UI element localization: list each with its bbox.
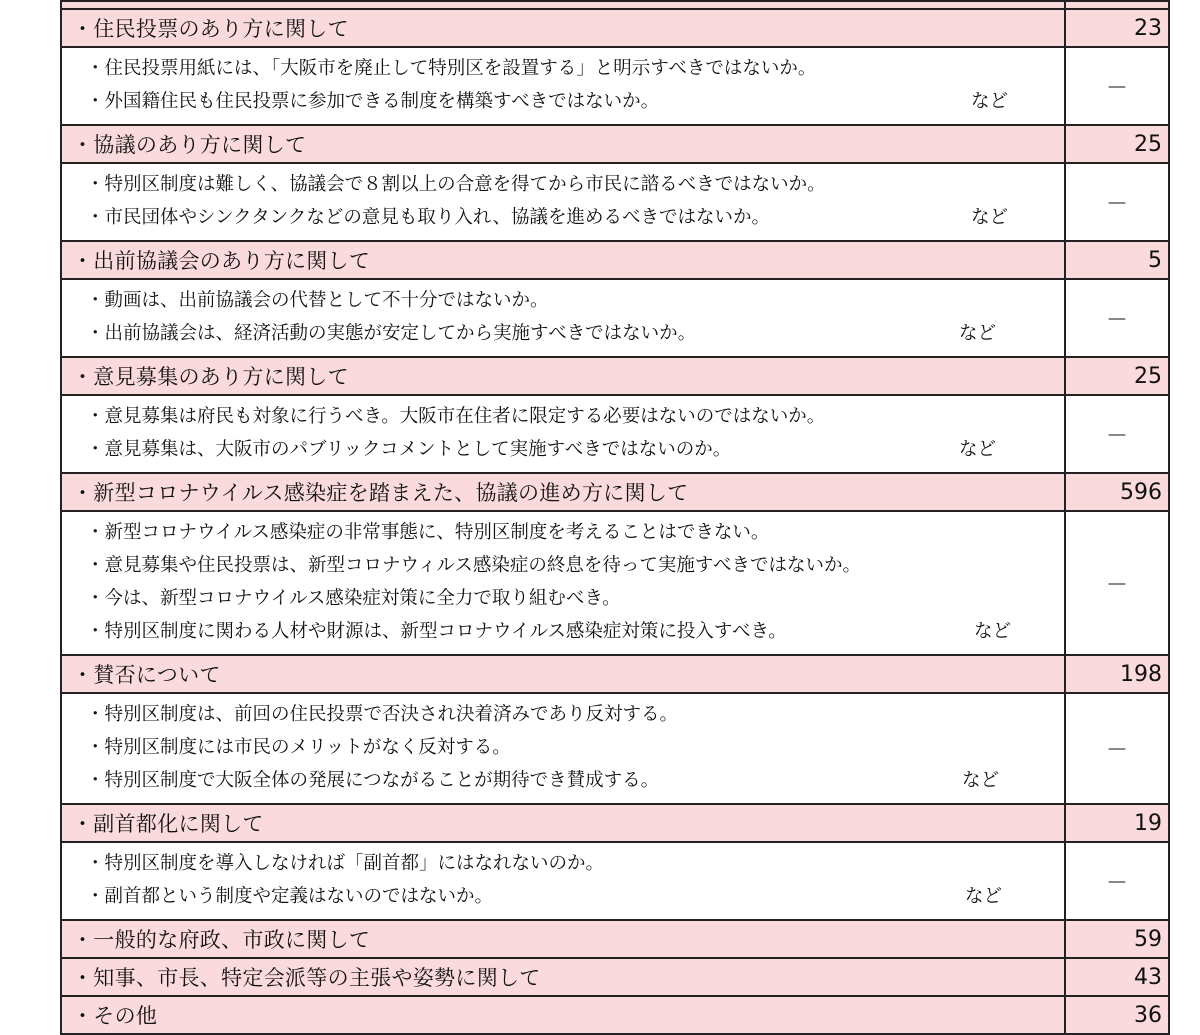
- section-title: ・一般的な府政、市政に関して: [61, 920, 1065, 958]
- detail-text: ・特別区制度を導入しなければ「副首都」にはなれないのか。: [86, 853, 605, 874]
- section-title: ・賛否について: [61, 655, 1065, 693]
- detail-list: [61, 279, 1065, 357]
- detail-row: [61, 842, 1169, 920]
- section-row: [61, 996, 1169, 1034]
- detail-text: ・今は、新型コロナウイルス感染症対策に全力で取り組むべき。: [86, 588, 621, 609]
- detail-row: [61, 163, 1169, 241]
- dash-cell: －: [1065, 842, 1169, 920]
- detail-text: ・意見募集は、大阪市のパブリックコメントとして実施すべきではないのか。: [86, 439, 732, 460]
- section-count: 5: [1065, 241, 1169, 279]
- top-strip-left: [61, 1, 1065, 9]
- etc-suffix: など: [962, 770, 1000, 791]
- section-row: [61, 473, 1169, 511]
- detail-line: [86, 433, 1064, 466]
- dash-cell: －: [1065, 163, 1169, 241]
- detail-line: [86, 168, 1064, 201]
- dash-cell: －: [1065, 279, 1169, 357]
- detail-line: [86, 52, 1064, 85]
- section-row: [61, 125, 1169, 163]
- section-row: [61, 958, 1169, 996]
- etc-suffix: など: [974, 621, 1012, 642]
- detail-text: ・新型コロナウイルス感染症の非常事態に、特別区制度を考えることはできない。: [86, 522, 770, 543]
- detail-line: [86, 201, 1064, 234]
- top-strip-right: [1065, 1, 1169, 9]
- section-count: 25: [1065, 357, 1169, 395]
- section-count: 23: [1065, 9, 1169, 47]
- section-title: ・協議のあり方に関して: [61, 125, 1065, 163]
- detail-line: [86, 85, 1064, 118]
- detail-row: [61, 395, 1169, 473]
- section-title: ・知事、市長、特定会派等の主張や姿勢に関して: [61, 958, 1065, 996]
- detail-line: [86, 698, 1064, 731]
- detail-line: [86, 400, 1064, 433]
- etc-suffix: など: [965, 886, 1003, 907]
- section-count: 19: [1065, 804, 1169, 842]
- section-count: 596: [1065, 473, 1169, 511]
- detail-row: [61, 693, 1169, 804]
- detail-row: [61, 47, 1169, 125]
- detail-line: [86, 615, 1064, 648]
- section-count: 36: [1065, 996, 1169, 1034]
- detail-line: [86, 516, 1064, 549]
- section-title: ・その他: [61, 996, 1065, 1034]
- section-count: 43: [1065, 958, 1169, 996]
- dash-cell: －: [1065, 511, 1169, 655]
- detail-list: [61, 511, 1065, 655]
- section-row: [61, 804, 1169, 842]
- detail-text: ・特別区制度で大阪全体の発展につながることが期待でき賛成する。: [86, 770, 660, 791]
- detail-text: ・外国籍住民も住民投票に参加できる制度を構築すべきではないか。: [86, 91, 660, 112]
- dash-cell: －: [1065, 395, 1169, 473]
- section-row: [61, 920, 1169, 958]
- section-row: [61, 357, 1169, 395]
- section-title: ・住民投票のあり方に関して: [61, 9, 1065, 47]
- detail-text: ・特別区制度に関わる人材や財源は、新型コロナウイルス感染症対策に投入すべき。: [86, 621, 787, 642]
- detail-text: ・市民団体やシンクタンクなどの意見も取り入れ、協議を進めるべきではないか。: [86, 207, 771, 228]
- detail-text: ・副首都という制度や定義はないのではないか。: [86, 886, 494, 907]
- detail-text: ・特別区制度には市民のメリットがなく反対する。: [86, 737, 511, 758]
- section-title: ・新型コロナウイルス感染症を踏まえた、協議の進め方に関して: [61, 473, 1065, 511]
- detail-row: [61, 511, 1169, 655]
- detail-line: [86, 731, 1064, 764]
- detail-row: [61, 279, 1169, 357]
- detail-list: [61, 395, 1065, 473]
- dash-cell: －: [1065, 47, 1169, 125]
- etc-suffix: など: [959, 439, 997, 460]
- section-count: 59: [1065, 920, 1169, 958]
- etc-suffix: など: [959, 323, 997, 344]
- detail-list: [61, 842, 1065, 920]
- detail-line: [86, 880, 1064, 913]
- section-title: ・出前協議会のあり方に関して: [61, 241, 1065, 279]
- detail-text: ・特別区制度は難しく、協議会で８割以上の合意を得てから市民に諮るべきではないか。: [86, 174, 826, 195]
- detail-list: [61, 163, 1065, 241]
- detail-text: ・特別区制度は、前回の住民投票で否決され決着済みであり反対する。: [86, 704, 679, 725]
- opinion-summary-table: [60, 0, 1170, 1035]
- section-title: ・副首都化に関して: [61, 804, 1065, 842]
- detail-text: ・出前協議会は、経済活動の実態が安定してから実施すべきではないか。: [86, 323, 697, 344]
- detail-line: [86, 847, 1064, 880]
- detail-text: ・意見募集や住民投票は、新型コロナウィルス感染症の終息を待って実施すべきではないか。: [86, 555, 861, 576]
- etc-suffix: など: [971, 91, 1009, 112]
- section-count: 198: [1065, 655, 1169, 693]
- detail-text: ・住民投票用紙には、「大阪市を廃止して特別区を設置する」と明示すべきではないか。: [86, 58, 817, 79]
- detail-line: [86, 284, 1064, 317]
- etc-suffix: など: [971, 207, 1009, 228]
- dash-cell: －: [1065, 693, 1169, 804]
- detail-line: [86, 317, 1064, 350]
- table-top-strip: [61, 1, 1169, 9]
- section-row: [61, 655, 1169, 693]
- section-row: [61, 241, 1169, 279]
- detail-list: [61, 47, 1065, 125]
- detail-line: [86, 549, 1064, 582]
- detail-text: ・動画は、出前協議会の代替として不十分ではないか。: [86, 290, 549, 311]
- detail-text: ・意見募集は府民も対象に行うべき。大阪市在住者に限定する必要はないのではないか。: [86, 406, 826, 427]
- section-title: ・意見募集のあり方に関して: [61, 357, 1065, 395]
- detail-line: [86, 582, 1064, 615]
- detail-list: [61, 693, 1065, 804]
- section-count: 25: [1065, 125, 1169, 163]
- section-row: [61, 9, 1169, 47]
- detail-line: [86, 764, 1064, 797]
